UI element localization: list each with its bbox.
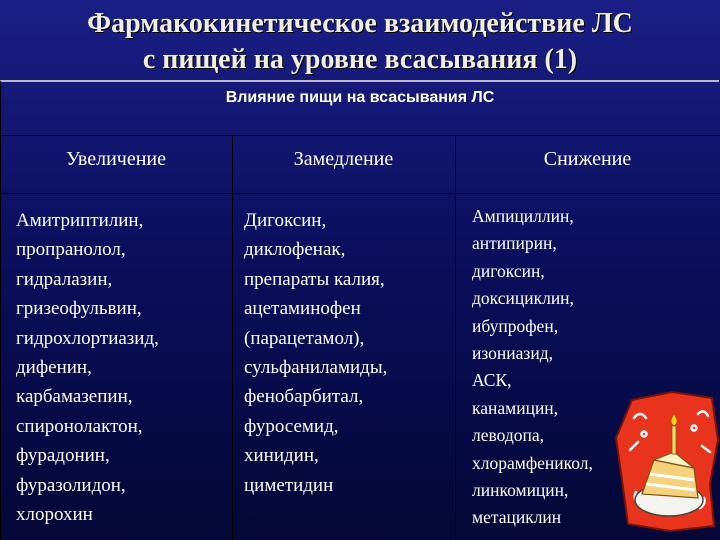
drug-list-slowdown [244, 206, 387, 500]
list-item: фенобарбитал, [244, 386, 364, 408]
list-item: изониазид, [472, 343, 553, 364]
list-item: АСК, [472, 370, 512, 391]
list-item: спиронолактон, [16, 415, 143, 437]
table-caption: Влияние пищи на всасывания ЛС [225, 89, 495, 106]
list-item: Амитриптилин, [16, 210, 144, 231]
list-item: канамицин, [472, 397, 559, 418]
list-item: доксициклин, [472, 288, 574, 309]
drug-list-decrease [472, 203, 593, 532]
list-item: хлорамфеникол, [472, 452, 593, 473]
list-item: Ампициллин, [472, 206, 574, 226]
slide-title-line2: с пищей на уровне всасывания (1) [142, 44, 578, 75]
list-item: ацетаминофен [244, 298, 361, 320]
body-divider [0, 193, 720, 194]
list-item: Дигоксин, [244, 210, 327, 231]
header-divider [0, 135, 720, 136]
list-item: карбамазепин, [16, 386, 133, 408]
list-item: гидрохлортиазид, [16, 327, 159, 349]
birthday-cake-icon [614, 388, 720, 533]
slide-title-line1: Фармакокинетическое взаимодействие ЛС [87, 8, 633, 39]
list-item: хинидин, [244, 445, 319, 467]
list-item: фуросемид, [244, 415, 339, 437]
list-item: ибупрофен, [472, 315, 559, 336]
list-item: метациклин [472, 507, 562, 528]
list-item: циметидин [244, 474, 334, 496]
list-item: дифенин, [16, 357, 92, 379]
column-divider-1 [232, 135, 233, 540]
column-divider-2 [455, 135, 456, 540]
column-header-increase: Увеличение [65, 148, 166, 170]
drug-list-increase [16, 206, 159, 529]
slide-title [0, 6, 720, 78]
list-item: (парацетамол), [244, 327, 365, 349]
list-item: диклофенак, [244, 239, 346, 261]
list-item: хлорохин [16, 504, 93, 526]
list-item: гризеофульвин, [16, 298, 142, 320]
column-header-slowdown: Замедление [293, 148, 394, 170]
list-item: леводопа, [472, 425, 545, 446]
list-item: антипирин, [472, 233, 557, 254]
column-header-decrease: Снижение [543, 148, 632, 170]
list-item: препараты калия, [244, 268, 385, 290]
list-item: фурадонин, [16, 445, 110, 467]
list-item: линкомицин, [472, 480, 569, 501]
list-item: дигоксин, [472, 260, 545, 281]
list-item: пропранолол, [16, 239, 126, 261]
list-item: фуразолидон, [16, 474, 126, 496]
list-item: сульфаниламиды, [244, 357, 388, 379]
list-item: гидралазин, [16, 268, 113, 290]
